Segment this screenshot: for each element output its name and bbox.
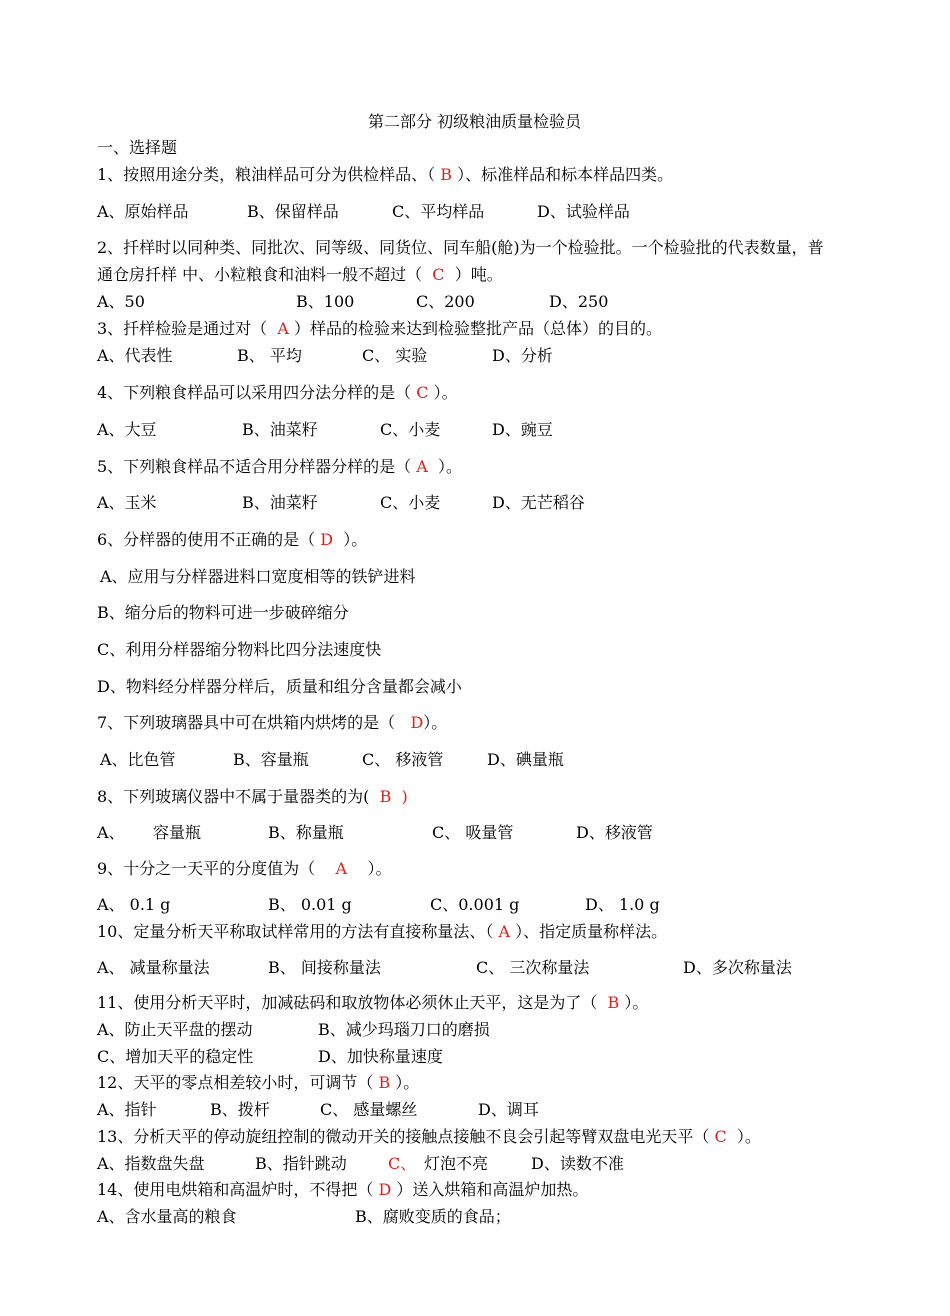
text-line — [97, 1180, 588, 1200]
text-segment: A、含水量高的粮食 — [97, 1207, 237, 1226]
answer-mark: C — [432, 265, 445, 284]
option-item: D、读数不准 — [531, 1154, 624, 1173]
text-segment: 9、十分之一天平的分度值为（ — [97, 859, 336, 878]
text-segment: 1、按照用途分类，粮油样品可分为供检样品、（ — [97, 165, 441, 184]
text-segment: ）样品的检验来达到检验整批产品（总体）的目的。 — [288, 319, 663, 338]
option-item: C、 实验 — [362, 346, 428, 365]
answer-mark: A — [498, 922, 511, 941]
option-item: D、多次称量法 — [683, 958, 792, 977]
option-item: B、油菜籽 — [242, 420, 318, 439]
text-segment: ）、标准样品和标本样品四类。 — [452, 165, 674, 184]
text-segment: ）。 — [427, 457, 463, 476]
option-item: C、小麦 — [380, 493, 441, 512]
answer-mark: B ) — [379, 787, 408, 806]
answer-mark: D — [378, 1180, 392, 1199]
text-line — [97, 1100, 157, 1120]
text-line — [97, 603, 349, 623]
text-line — [97, 292, 145, 312]
text-segment: A、 0.1 g — [97, 895, 171, 914]
text-segment: 13、分析天平的停动旋纽控制的微动开关的接触点接触不良会引起等臂双盘电光天平（ — [97, 1127, 715, 1146]
text-line — [97, 958, 210, 978]
text-segment: ）。 — [333, 530, 368, 549]
option-item: D、250 — [549, 292, 609, 311]
option-item: B、 0.01 g — [268, 895, 352, 914]
text-segment: A、 — [97, 823, 125, 842]
answer-mark: C — [416, 383, 429, 402]
text-line — [97, 1047, 253, 1067]
answer-mark: D — [320, 530, 334, 549]
text-line — [97, 1073, 419, 1093]
text-segment: 5、下列粮食样品不适合用分样器分样的是（ — [97, 457, 417, 476]
text-segment: ）。 — [390, 1073, 420, 1092]
text-segment: ）。 — [619, 993, 649, 1012]
text-segment: ）。 — [428, 383, 458, 402]
answer-mark: A — [277, 319, 289, 338]
text-segment: C、增加天平的稳定性 — [97, 1047, 254, 1066]
text-line — [97, 493, 157, 513]
text-line — [97, 1020, 253, 1040]
option-item: 容量瓶 — [153, 823, 202, 842]
text-line — [97, 265, 503, 285]
text-segment: ）吨。 — [444, 265, 503, 284]
option-item: B、减少玛瑙刀口的磨损 — [318, 1020, 490, 1039]
text-line — [97, 922, 667, 942]
option-item: D、加快称量速度 — [318, 1047, 443, 1066]
text-segment: 10、定量分析天平称取试样常用的方法有直接称量法、（ — [97, 922, 499, 941]
option-item: C、 感量螺丝 — [320, 1100, 418, 1119]
option-item: C、平均样品 — [392, 202, 485, 221]
text-segment: ）。 — [347, 859, 392, 878]
option-item: B、容量瓶 — [233, 750, 309, 769]
text-segment: A、指数盘失盘 — [97, 1154, 205, 1173]
option-item: C、200 — [416, 292, 475, 311]
text-segment: B、缩分后的物料可进一步破碎缩分 — [97, 603, 349, 622]
option-item: D、碘量瓶 — [487, 750, 564, 769]
text-line — [97, 202, 189, 222]
text-segment: 7、下列玻璃器具中可在烘箱内烘烤的是（ — [97, 713, 411, 732]
option-item: D、试验样品 — [537, 202, 630, 221]
text-segment: 14、使用电烘箱和高温炉时，不得把（ — [97, 1180, 379, 1199]
text-line — [97, 640, 381, 660]
option-item: B、称量瓶 — [268, 823, 344, 842]
text-segment: A、代表性 — [97, 346, 173, 365]
text-line — [97, 859, 391, 879]
text-segment: 6、分样器的使用不正确的是（ — [97, 530, 321, 549]
option-item: D、分析 — [492, 346, 553, 365]
option-item: B、拨杆 — [210, 1100, 270, 1119]
option-item: D、调耳 — [478, 1100, 539, 1119]
text-segment: 4、下列粮食样品可以采用四分法分样的是（ — [97, 383, 417, 402]
text-segment: 通仓房扦样 中、小粒粮食和油料一般不超过（ — [97, 265, 433, 284]
answer-mark: D — [410, 713, 424, 732]
text-segment: 2、扦样时以同种类、同批次、同等级、同货位、同车船(舱)为一个检验批。一个检验批的代表数量，普 — [97, 238, 824, 257]
option-item: B、腐败变质的食品； — [355, 1207, 511, 1226]
text-segment: 8、下列玻璃仪器中不属于量器类的为( — [97, 787, 380, 806]
text-segment: A、原始样品 — [97, 202, 189, 221]
text-segment: A、大豆 — [97, 420, 157, 439]
text-segment: ）。 — [423, 713, 448, 732]
answer-mark: B — [378, 1073, 391, 1092]
text-line — [97, 530, 367, 550]
text-line — [97, 1154, 205, 1174]
text-segment: A、玉米 — [97, 493, 157, 512]
text-line — [97, 383, 458, 403]
text-line — [97, 787, 408, 807]
answer-mark: C — [714, 1127, 727, 1146]
answer-mark: A — [335, 859, 348, 878]
text-segment: A、 减量称量法 — [97, 958, 210, 977]
text-line — [97, 993, 648, 1013]
option-item: C、 移液管 — [362, 750, 444, 769]
text-line — [100, 750, 176, 770]
text-line — [100, 567, 416, 587]
option-item: B、油菜籽 — [242, 493, 318, 512]
option-item: B、保留样品 — [247, 202, 339, 221]
answer-mark: C、 — [388, 1154, 417, 1173]
text-line — [97, 1127, 761, 1147]
text-line — [97, 713, 447, 733]
option-item: B、 平均 — [237, 346, 302, 365]
option-item: C、小麦 — [380, 420, 441, 439]
option-item: C、0.001 g — [430, 895, 520, 914]
text-segment: A、防止天平盘的摆动 — [97, 1020, 253, 1039]
option-item: 灯泡不亮 — [424, 1154, 489, 1173]
text-line — [97, 1207, 237, 1227]
text-segment: D、物料经分样器分样后，质量和组分含量都会减小 — [97, 677, 462, 696]
option-item: C、 吸量管 — [432, 823, 514, 842]
text-line — [97, 165, 673, 185]
text-segment: A、比色管 — [100, 750, 176, 769]
text-segment: A、50 — [97, 292, 145, 311]
option-item: D、移液管 — [576, 823, 653, 842]
text-line — [97, 420, 157, 440]
text-segment: 11、使用分析天平时，加减砝码和取放物体必须休止天平，这是为了（ — [97, 993, 608, 1012]
text-line — [97, 895, 170, 915]
text-line — [97, 346, 173, 366]
text-segment: 12、天平的零点相差较小时，可调节（ — [97, 1073, 379, 1092]
option-item: B、指针跳动 — [255, 1154, 347, 1173]
text-segment: ）。 — [726, 1127, 761, 1146]
text-segment: A、指针 — [97, 1100, 157, 1119]
answer-mark: B — [607, 993, 620, 1012]
text-line — [97, 677, 462, 697]
text-line — [97, 823, 125, 843]
option-item: B、100 — [296, 292, 355, 311]
text-segment: C、利用分样器缩分物料比四分法速度快 — [97, 640, 382, 659]
answer-mark: B — [440, 165, 453, 184]
option-item: B、 间接称量法 — [268, 958, 381, 977]
text-segment: ）送入烘箱和高温炉加热。 — [391, 1180, 589, 1199]
section-heading: 一、选择题 — [97, 138, 178, 157]
answer-mark: A — [416, 457, 428, 476]
option-item: C、 三次称量法 — [476, 958, 590, 977]
option-item: D、 1.0 g — [585, 895, 660, 914]
text-line — [97, 457, 462, 477]
text-line — [97, 319, 662, 339]
text-segment: ）、指定质量称样法。 — [510, 922, 668, 941]
text-line — [97, 238, 824, 258]
document-title: 第二部分 初级粮油质量检验员 — [368, 112, 582, 131]
text-segment: A、应用与分样器进料口宽度相等的铁铲进料 — [100, 567, 416, 586]
option-item: D、豌豆 — [492, 420, 553, 439]
option-item: D、无芒稻谷 — [492, 493, 585, 512]
text-segment: 3、扦样检验是通过对（ — [97, 319, 278, 338]
